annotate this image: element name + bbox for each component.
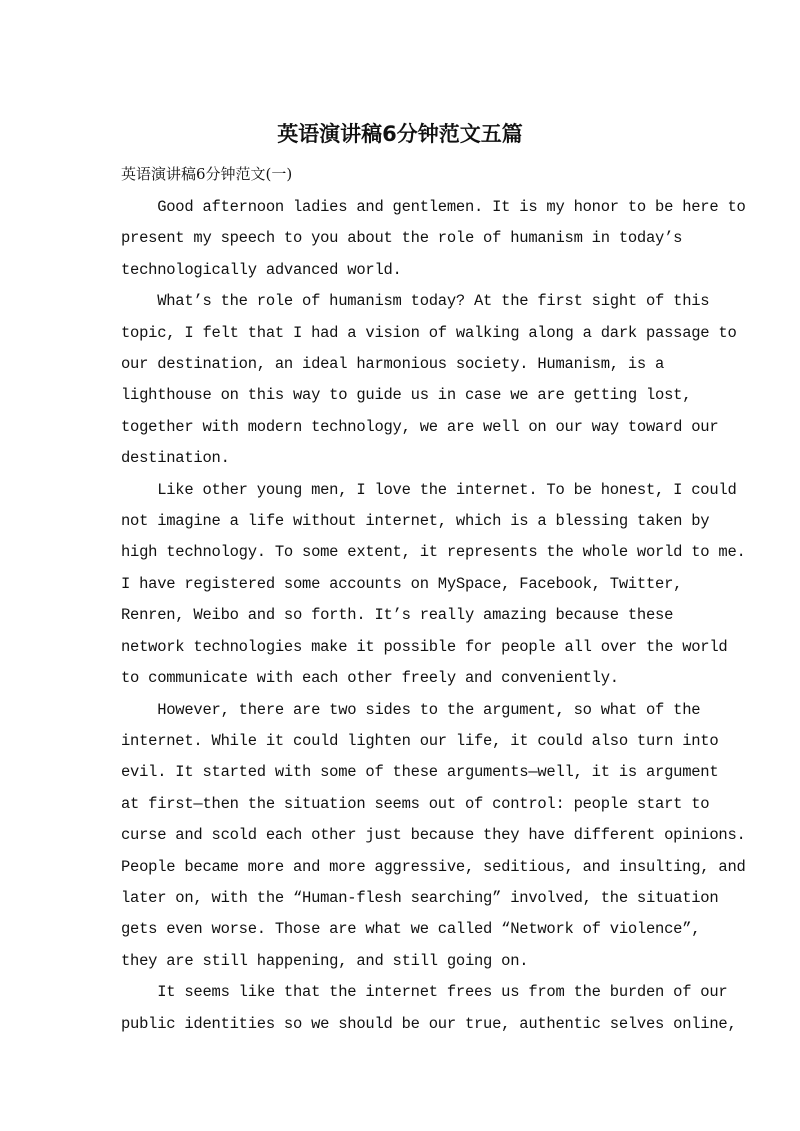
text-line: topic, I felt that I had a vision of walking along a dark passage to xyxy=(121,323,737,342)
text-line: evil. It started with some of these arguments—well, it is argument xyxy=(121,763,719,782)
text-line: later on, with the “Human-flesh searching” involved, the situation xyxy=(121,888,719,907)
paragraph-4 xyxy=(121,695,746,978)
text-line: not imagine a life without internet, which is a blessing taken by xyxy=(121,512,710,531)
text-line: Renren, Weibo and so forth. It’s really amazing because these xyxy=(121,606,674,625)
text-line: curse and scold each other just because they have different opinions. xyxy=(121,826,746,845)
document-title: 英语演讲稿6分钟范文五篇 xyxy=(277,122,523,146)
text-line: together with modern technology, we are well on our way toward our xyxy=(121,417,719,436)
text-line: Like other young men, I love the internet. To be honest, I could xyxy=(121,480,737,499)
text-line: internet. While it could lighten our life, it could also turn into xyxy=(121,731,719,750)
text-line: network technologies make it possible for people all over the world xyxy=(121,637,728,656)
text-line: technologically advanced world. xyxy=(121,260,402,279)
text-line: our destination, an ideal harmonious society. Humanism, is a xyxy=(121,355,665,374)
text-line: It seems like that the internet frees us from the burden of our xyxy=(121,983,728,1002)
text-line: What’s the role of humanism today? At the first sight of this xyxy=(121,292,710,311)
section-subtitle: 英语演讲稿6分钟范文(一) xyxy=(121,165,293,183)
text-line: lighthouse on this way to guide us in case we are getting lost, xyxy=(121,386,692,405)
text-line: However, there are two sides to the argument, so what of the xyxy=(121,700,701,719)
speech-body xyxy=(121,192,746,1040)
text-line: to communicate with each other freely and conveniently. xyxy=(121,669,619,688)
text-line: destination. xyxy=(121,449,230,468)
paragraph-5 xyxy=(121,977,737,1040)
paragraph-3 xyxy=(121,475,746,695)
text-line: high technology. To some extent, it represents the whole world to me. xyxy=(121,543,746,562)
text-line: Good afternoon ladies and gentlemen. It is my honor to be here to xyxy=(121,198,746,216)
text-line: at first—then the situation seems out of control: people start to xyxy=(121,794,710,813)
text-line: People became more and more aggressive, seditious, and insulting, and xyxy=(121,857,746,876)
paragraph-1 xyxy=(121,192,746,286)
text-line: present my speech to you about the role of humanism in today’s xyxy=(121,229,683,248)
text-line: gets even worse. Those are what we called “Network of violence”, xyxy=(121,920,701,939)
paragraph-2 xyxy=(121,286,737,474)
text-line: public identities so we should be our true, authentic selves online, xyxy=(121,1014,737,1033)
text-line: I have registered some accounts on MySpace, Facebook, Twitter, xyxy=(121,574,683,593)
text-line: they are still happening, and still going on. xyxy=(121,951,529,970)
